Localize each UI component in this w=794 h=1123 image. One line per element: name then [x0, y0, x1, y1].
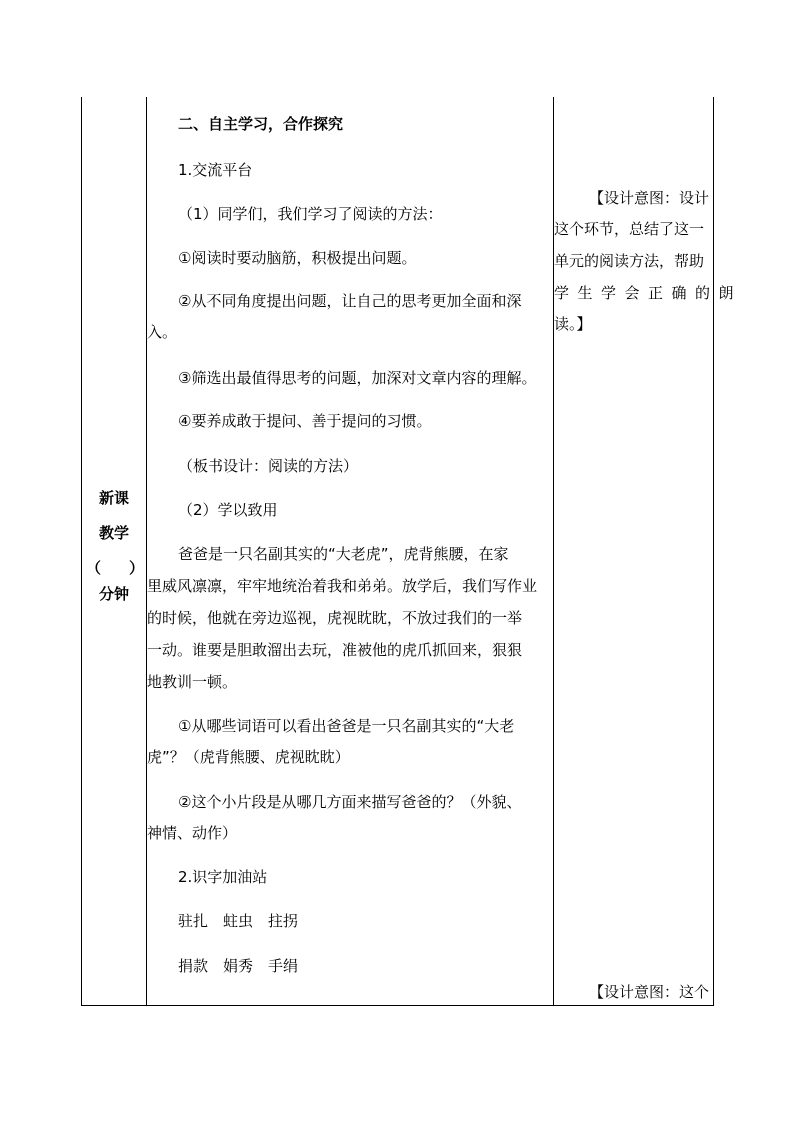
design-note-line-4	[554, 283, 743, 303]
question-2-line1: ②这个小片段是从哪几方面来描写爸爸的？（外貌、	[178, 793, 522, 811]
table-left-border	[81, 97, 82, 1006]
passage-line-2: 里威风凛凛，牢牢地统治着我和弟弟。放学后，我们写作业	[147, 577, 538, 595]
word-group-1: 驻扎 蛀虫 拄拐	[178, 912, 299, 930]
method-item-2-line2: 入。	[147, 323, 178, 341]
design-note-2-line-1: 【设计意图：这个	[589, 983, 710, 1001]
paren-close: ）	[128, 559, 144, 577]
design-note-line-1: 【设计意图：设计	[589, 189, 710, 207]
method-item-1: ①阅读时要动脑筋，积极提出问题。	[178, 249, 417, 267]
left-label-line2: 教学	[98, 524, 129, 542]
subheading-literacy-station: 2.识字加油站	[178, 868, 268, 886]
table-col-divider-1	[146, 97, 147, 1006]
left-label-line4: 分钟	[98, 585, 129, 603]
table-bottom-border	[81, 1005, 714, 1006]
word-group-2: 捐款 娟秀 手绢	[178, 957, 299, 975]
method-item-2-line1: ②从不同角度提出问题，让自己的思考更加全面和深	[178, 292, 522, 310]
subheading-exchange-platform: 1.交流平台	[178, 161, 253, 179]
design-note-line-2: 这个环节，总结了这一	[554, 220, 705, 238]
passage-line-4: 一动。谁要是胆敢溜出去玩，准被他的虎爪抓回来，狠狠	[147, 641, 523, 659]
design-note-line-3: 单元的阅读方法，帮助	[554, 252, 705, 270]
section-title: 二、自主学习，合作探究	[178, 115, 344, 133]
passage-line-3: 的时候，他就在旁边巡视，虎视眈眈，不放过我们的一举	[147, 609, 523, 627]
board-design: （板书设计：阅读的方法）	[178, 457, 359, 475]
passage-line-5: 地教训一顿。	[147, 673, 238, 691]
question-2-line2: 神情、动作）	[147, 824, 238, 842]
method-item-4: ④要养成敢于提问、善于提问的习惯。	[178, 412, 432, 430]
question-1-line1: ①从哪些词语可以看出爸爸是一只名副其实的“大老	[178, 717, 515, 735]
left-label-minutes-parens	[82, 557, 146, 578]
paragraph-apply: （2）学以致用	[178, 501, 278, 519]
design-note-line-4-text: 学生学会正确的朗	[554, 284, 743, 302]
left-label-line1: 新课	[98, 489, 129, 507]
design-note-line-5: 读。】	[554, 315, 592, 333]
method-item-3: ③筛选出最值得思考的问题，加深对文章内容的理解。	[178, 369, 537, 387]
passage-line-1: 爸爸是一只名副其实的“大老虎”，虎背熊腰，在家	[178, 545, 509, 563]
table-right-border	[713, 97, 714, 1006]
paren-open: （	[86, 559, 102, 577]
paragraph-intro: （1）同学们，我们学习了阅读的方法：	[178, 205, 443, 223]
question-1-line2: 虎”？（虎背熊腰、虎视眈眈）	[147, 748, 350, 766]
